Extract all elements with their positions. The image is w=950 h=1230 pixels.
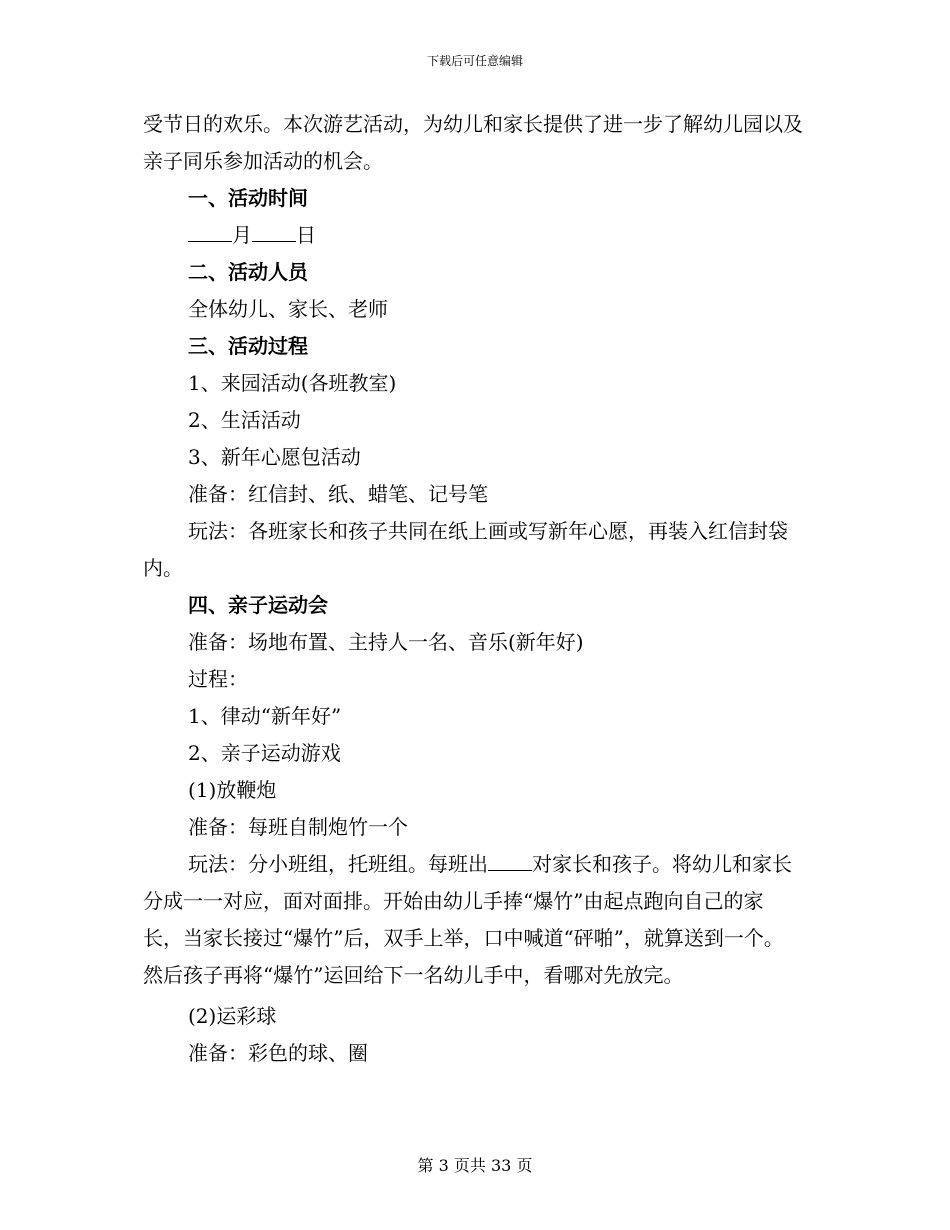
- section-2-title: 二、活动人员: [188, 260, 308, 284]
- participants-text: 全体幼儿、家长、老师: [188, 297, 388, 321]
- process-item-1: 1、来园活动(各班教室): [188, 371, 397, 395]
- sports-preparation: 准备：场地布置、主持人一名、音乐(新年好): [188, 630, 584, 654]
- section-1-title: 一、活动时间: [188, 186, 308, 210]
- pairs-count-blank: [488, 848, 532, 871]
- game-1-rules: [143, 846, 803, 994]
- page-header: 下载后可任意编辑: [426, 54, 523, 68]
- activity-date-line: [143, 217, 803, 254]
- month-blank: [188, 219, 232, 242]
- document-body: [143, 106, 803, 1072]
- section-4-title: 四、亲子运动会: [188, 593, 328, 617]
- day-label: 日: [296, 223, 316, 247]
- sports-item-1: 1、律动“新年好”: [188, 704, 342, 728]
- game-1-rules-part-a: 玩法：分小班组，托班组。每班出: [188, 852, 488, 876]
- sports-process-label: 过程：: [188, 667, 248, 691]
- game-2-title: (2)运彩球: [188, 1004, 277, 1028]
- day-blank: [252, 219, 296, 242]
- game-2-preparation: 准备：彩色的球、圈: [188, 1041, 368, 1065]
- wish-bag-rules: 玩法：各班家长和孩子共同在纸上画或写新年心愿，再装入红信封袋内。: [143, 519, 788, 580]
- game-1-rules-part-b: 对家长和孩子。将幼儿和家长分成一一对应，面对面排。开始由幼儿手捧“爆竹”由起点跑向自己的家长，当家长接过“爆竹”后，双手上举，口中喊道“砰啪”，就算送到一个。然后孩子再将“爆竹”运回给下一名幼儿手中，看哪对先放完。: [143, 852, 792, 987]
- process-item-3: 3、新年心愿包活动: [188, 445, 361, 469]
- process-item-2: 2、生活活动: [188, 408, 301, 432]
- game-1-title: (1)放鞭炮: [188, 778, 277, 802]
- sports-item-2: 2、亲子运动游戏: [188, 741, 341, 765]
- wish-bag-preparation: 准备：红信封、纸、蜡笔、记号笔: [188, 482, 488, 506]
- intro-paragraph: 受节日的欢乐。本次游艺活动，为幼儿和家长提供了进一步了解幼儿园以及亲子同乐参加活动的机会。: [143, 112, 803, 173]
- month-label: 月: [232, 223, 252, 247]
- game-1-preparation: 准备：每班自制炮竹一个: [188, 815, 408, 839]
- page-footer: 第 3 页共 33 页: [417, 1156, 533, 1175]
- section-3-title: 三、活动过程: [188, 334, 308, 358]
